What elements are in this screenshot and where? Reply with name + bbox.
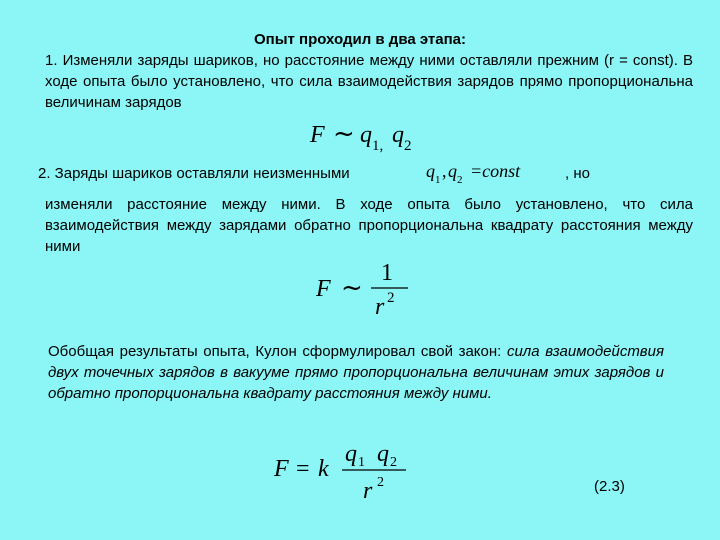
const-rhs: =const [470,161,521,181]
const-q1: q [426,161,435,181]
step-1-text: 1. Изменяли заряды шариков, но расстояние между ними оставляли прежним (r = const). В ходе опыта было установлено, что сила взаимодействия зарядов прямо пропорциональна величинам зарядов [45,52,693,111]
formula2-f: F [316,276,331,302]
coulomb-conclusion [48,341,664,404]
step-2-text-start: 2. Заряды шариков оставляли неизменными [38,165,350,182]
equation-number: (2.3) [594,478,625,495]
conclusion-plain: Обобщая результаты опыта, Кулон сформулировал свой закон: [48,343,507,360]
step-2-text-but: , но [565,165,590,182]
const-comma: , [442,161,447,181]
coulomb-law-statement: сила взаимодействия двух точечных зарядов в вакууме прямо пропорциональна величинам этих зарядов и обратно пропорциональна квадрату расстояния между ними. [48,343,664,402]
formula-f-proportional-inverse-square [308,252,418,324]
formula2-exp: 2 [387,290,395,306]
formula3-q1: q [345,441,357,467]
page-title: Опыт проходил в два этапа: [253,31,467,48]
formula-f-proportional-q1-q2 [300,112,430,156]
formula1-sub2: 2 [404,138,412,154]
formula1-tilde: ~ [333,119,355,149]
formula3-sub2: 2 [390,455,397,470]
formula3-k: k [318,456,329,482]
formula1-f: F [310,122,325,148]
formula3-equals: = [296,456,310,482]
formula2-numerator: 1 [381,260,393,286]
formula3-r: r [363,478,373,504]
formula3-exp: 2 [377,475,384,490]
formula3-f: F [274,456,289,482]
formula2-tilde: ~ [341,273,363,303]
formula3-q2: q [377,441,389,467]
formula3-sub1: 1 [358,455,365,470]
formula-charges-const [422,158,562,188]
const-q2: q [448,161,457,181]
step-2-text-rest: изменяли расстояние между ними. В ходе опыта было установлено, что сила взаимодействия между зарядами обратно пропорциональна квадрату расстояния между ними [45,196,693,255]
formula2-r: r [375,294,385,320]
formula1-q2: q [392,122,404,148]
formula-coulomb-law [270,440,420,506]
const-sub1: 1 [435,174,441,186]
const-sub2: 2 [457,174,463,186]
formula1-q1: q [360,122,372,148]
formula1-sub1: 1, [372,138,384,154]
